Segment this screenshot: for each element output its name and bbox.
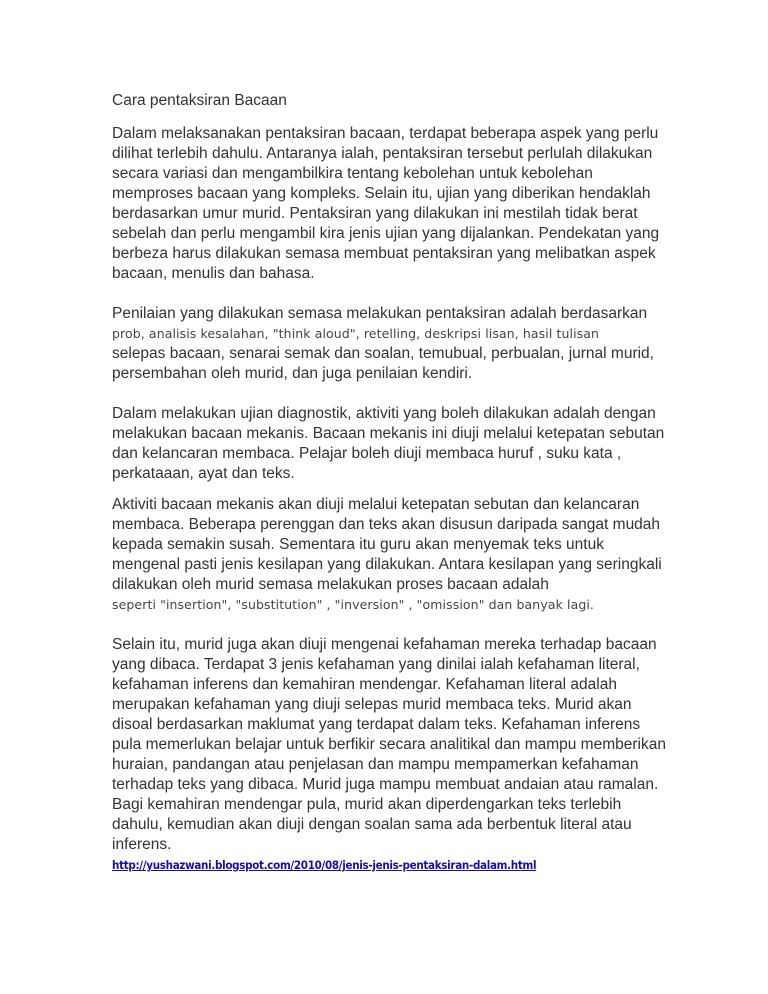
paragraph-line: persembahan oleh murid, dan juga penilaian kendiri. bbox=[112, 365, 473, 382]
paragraph-line: melakukan bacaan mekanis. Bacaan mekanis ini diuji melalui ketepatan sebutan bbox=[112, 425, 665, 442]
paragraph-line: kepada semakin susah. Sementara itu guru akan menyemak teks untuk bbox=[112, 536, 604, 553]
paragraph-line: memproses bacaan yang kompleks. Selain itu, ujian yang diberikan hendaklah bbox=[112, 185, 651, 202]
paragraph-line: dahulu, kemudian akan diuji dengan soalan sama ada berbentuk literal atau bbox=[112, 816, 632, 833]
paragraph-line: Aktiviti bacaan mekanis akan diuji melalui ketepatan sebutan dan kelancaran bbox=[112, 496, 640, 513]
paragraph-5 bbox=[112, 635, 666, 855]
paragraph-line-error-types: seperti "insertion", "substitution" , "inversion" , "omission" dan banyak lagi. bbox=[112, 597, 595, 612]
paragraph-line: kefahaman inferens dan kemahiran mendengar. Kefahaman literal adalah bbox=[112, 676, 617, 693]
paragraph-line: dilihat terlebih dahulu. Antaranya ialah, pentaksiran tersebut perlulah dilakukan bbox=[112, 145, 653, 162]
paragraph-4 bbox=[112, 495, 662, 615]
paragraph-line: selepas bacaan, senarai semak dan soalan, temubual, perbualan, jurnal murid, bbox=[112, 345, 654, 362]
paragraph-line-assessment-methods: prob, analisis kesalahan, "think aloud", retelling, deskripsi lisan, hasil tulisan bbox=[112, 326, 600, 341]
paragraph-line: Selain itu, murid juga akan diuji mengenai kefahaman mereka terhadap bacaan bbox=[112, 636, 657, 653]
paragraph-line: perkataaan, ayat dan teks. bbox=[112, 465, 295, 482]
paragraph-line: Penilaian yang dilakukan semasa melakukan pentaksiran adalah berdasarkan bbox=[112, 305, 648, 322]
paragraph-line: Dalam melaksanakan pentaksiran bacaan, terdapat beberapa aspek yang perlu bbox=[112, 125, 659, 142]
paragraph-line: terhadap teks yang dibaca. Murid juga mampu membuat andaian atau ramalan. bbox=[112, 776, 659, 793]
paragraph-line: dan kelancaran membaca. Pelajar boleh diuji membaca huruf , suku kata , bbox=[112, 445, 622, 462]
paragraph-line: dilakukan oleh murid semasa melakukan proses bacaan adalah bbox=[112, 576, 549, 593]
paragraph-1 bbox=[112, 124, 660, 284]
paragraph-line: membaca. Beberapa perenggan dan teks akan disusun daripada sangat mudah bbox=[112, 516, 661, 533]
paragraph-line: pula memerlukan belajar untuk berfikir secara analitikal dan mampu memberikan bbox=[112, 736, 666, 753]
document-title: Cara pentaksiran Bacaan bbox=[112, 92, 287, 109]
paragraph-line: secara variasi dan mengambilkira tentang kebolehan untuk kebolehan bbox=[112, 165, 593, 182]
document-page bbox=[112, 91, 666, 872]
paragraph-line: inferens. bbox=[112, 836, 172, 853]
paragraph-line: yang dibaca. Terdapat 3 jenis kefahaman yang dinilai ialah kefahaman literal, bbox=[112, 656, 640, 673]
paragraph-line: sebelah dan perlu mengambil kira jenis ujian yang dijalankan. Pendekatan yang bbox=[112, 225, 660, 242]
paragraph-line: mengenal pasti jenis kesilapan yang dilakukan. Antara kesilapan yang seringkali bbox=[112, 556, 662, 573]
paragraph-line: Bagi kemahiran mendengar pula, murid akan diperdengarkan teks terlebih bbox=[112, 796, 622, 813]
paragraph-line: disoal berdasarkan maklumat yang terdapat dalam teks. Kefahaman inferens bbox=[112, 716, 641, 733]
paragraph-2 bbox=[112, 304, 657, 384]
paragraph-line: Dalam melakukan ujian diagnostik, aktiviti yang boleh dilakukan adalah dengan bbox=[112, 405, 656, 422]
paragraph-line: berbeza harus dilakukan semasa membuat pentaksiran yang melibatkan aspek bbox=[112, 245, 656, 262]
paragraph-line: berdasarkan umur murid. Pentaksiran yang dilakukan ini mestilah tidak berat bbox=[112, 205, 638, 222]
source-link[interactable]: http://yushazwani.blogspot.com/2010/08/jenis-jenis-pentaksiran-dalam.html bbox=[112, 858, 537, 872]
paragraph-line: bacaan, menulis dan bahasa. bbox=[112, 265, 315, 282]
paragraph-line: huraian, pandangan atau penjelasan dan mampu mempamerkan kefahaman bbox=[112, 756, 639, 773]
paragraph-line: merupakan kefahaman yang diuji selepas murid membaca teks. Murid akan bbox=[112, 696, 632, 713]
paragraph-3 bbox=[112, 404, 665, 484]
